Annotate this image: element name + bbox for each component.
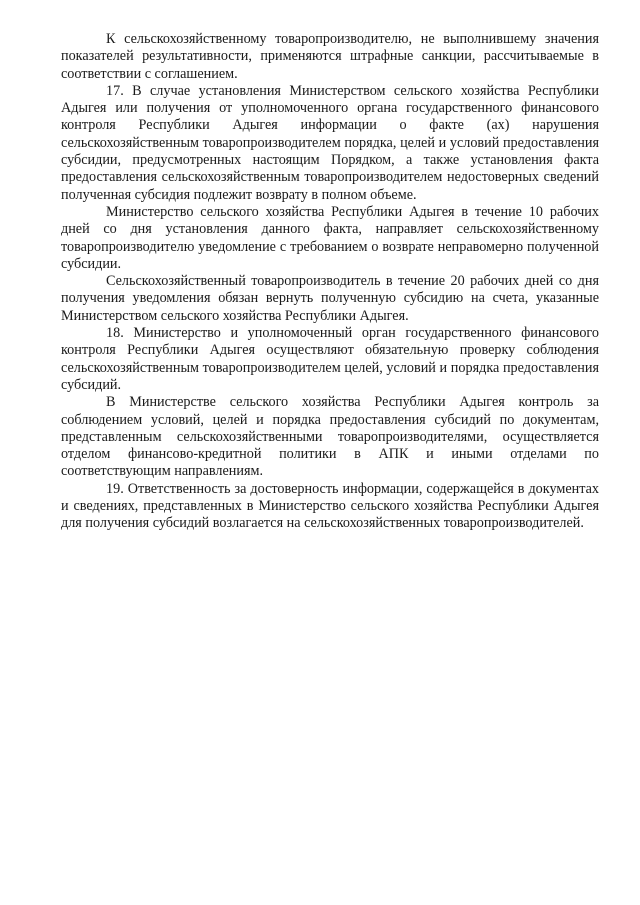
paragraph-producer-refund: Сельскохозяйственный товаропроизводитель в течение 20 рабочих дней со дня получения уведомления обязан вернуть полученную субсидию на счета, указанные Министерством сельского хозяйства Республики Адыгея. <box>61 273 599 324</box>
paragraph-18-mandatory-check: 18. Министерство и уполномоченный орган государственного финансового контроля Республики Адыгея осуществляют обязательную проверку соблюдения сельскохозяйственным товаропроизводителем целей, условий и порядка предоставления субсидий. <box>61 325 599 393</box>
paragraph-penalty-sanctions: К сельскохозяйственному товаропроизводителю, не выполнившему значения показателей результативности, применяются штрафные санкции, рассчитываемые в соответствии с соглашением. <box>61 31 599 82</box>
paragraph-17-subsidy-return: 17. В случае установления Министерством сельского хозяйства Республики Адыгея или получения от уполномоченного органа государственного финансового контроля Республики Адыгея информации о факте (ах) нарушения сельскохозяйственным товаропроизводителем порядка, целей и условий предоставления субсидии, предусмотренных настоящим Порядком, а также установления факта предоставления сельскохозяйственным товаропроизводителем недостоверных сведений полученная субсидия подлежит возврату в полном объеме. <box>61 82 599 203</box>
paragraph-19-responsibility: 19. Ответственность за достоверность информации, содержащейся в документах и сведениях, представленных в Министерство сельского хозяйства Республики Адыгея для получения субсидий возлагается на сельскохозяйственных товаропроизводителей. <box>61 480 599 532</box>
paragraph-ministry-notification: Министерство сельского хозяйства Республики Адыгея в течение 10 рабочих дней со дня установления данного факта, направляет сельскохозяйственному товаропроизводителю уведомление с требованием о возврате неправомерно полученной субсидии. <box>61 203 599 272</box>
paragraph-ministry-control: В Министерстве сельского хозяйства Республики Адыгея контроль за соблюдением условий, целей и порядка предоставления субсидий по документам, представленным сельскохозяйственными товаропроизводителями, осуществляется отделом финансово-кредитной политики в АПК и иными отделами по соответствующим направлениям. <box>61 394 599 480</box>
document-page <box>61 31 599 533</box>
